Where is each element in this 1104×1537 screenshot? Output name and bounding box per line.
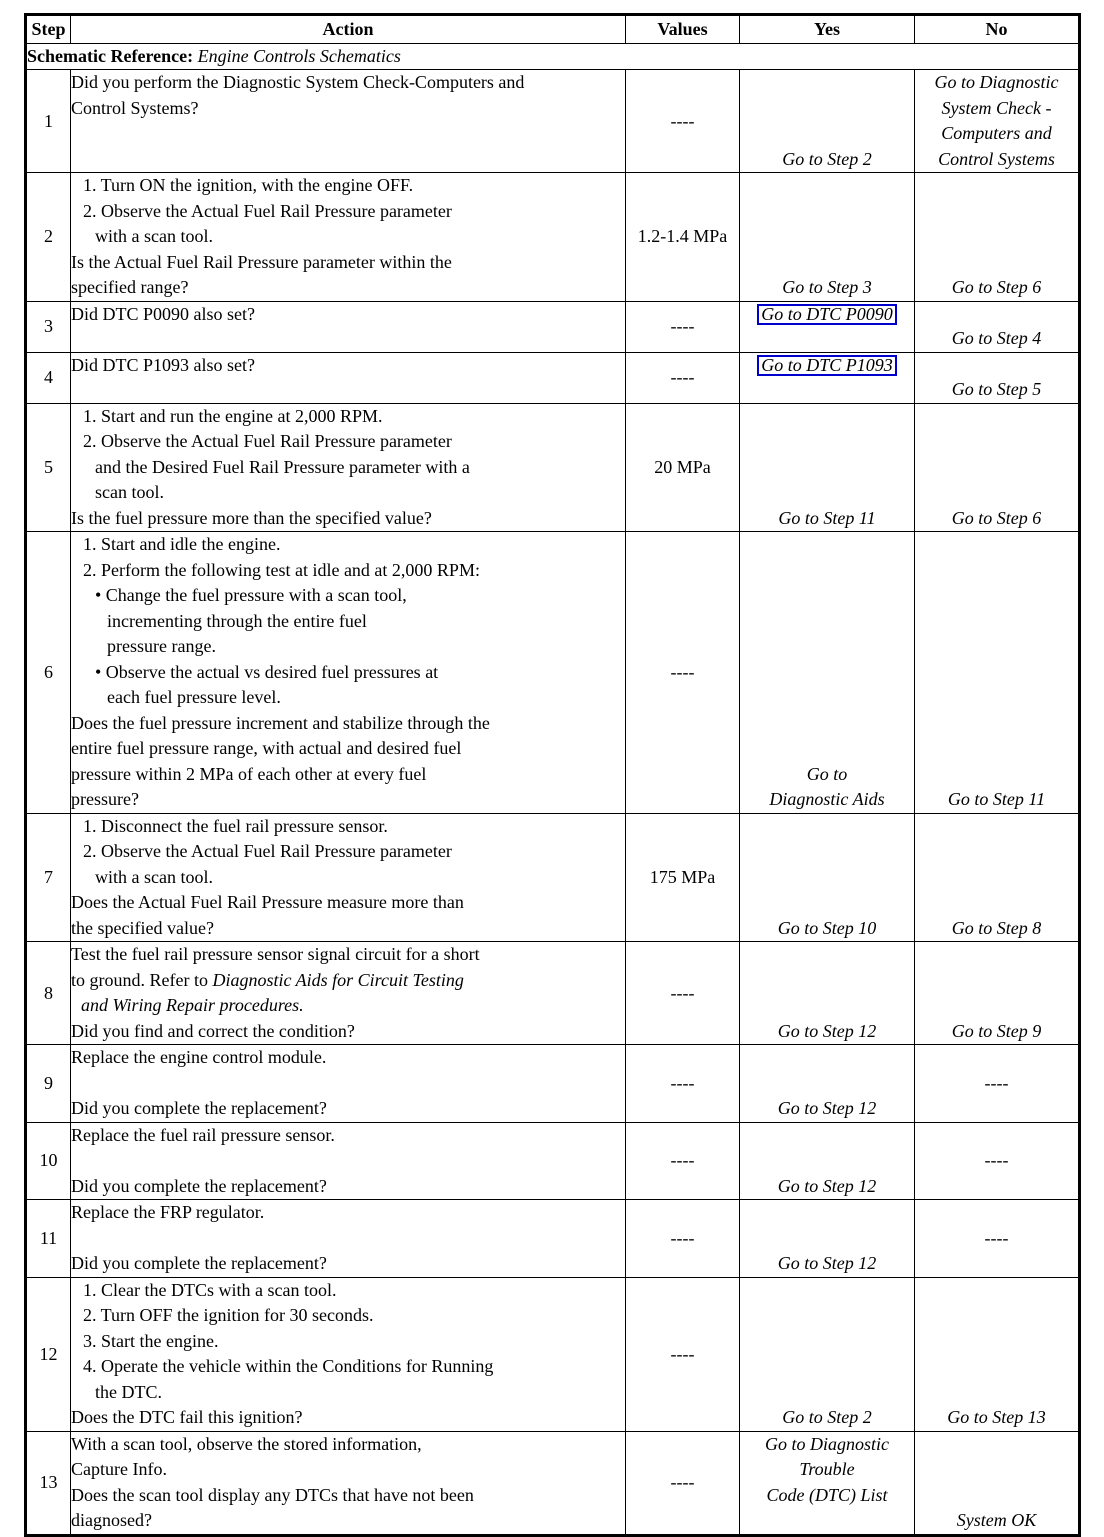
action-line: Does the fuel pressure increment and stabilize through the (71, 712, 490, 733)
yes-cell[interactable]: Go to Step 10 (740, 813, 915, 942)
table-row (26, 1431, 1080, 1535)
action-line: the specified value? (71, 917, 214, 938)
yes-line: Go to (806, 763, 848, 784)
table-row (26, 942, 1080, 1045)
step-number: 2 (26, 173, 71, 302)
table-row (26, 70, 1080, 173)
yes-line: Diagnostic Aids (769, 789, 885, 809)
table-row (26, 352, 1080, 403)
yes-cell[interactable]: Go to Step 12 (740, 942, 915, 1045)
action-line: 1. Clear the DTCs with a scan tool. (83, 1279, 337, 1300)
values-cell: ---- (626, 1045, 740, 1123)
refer-text: to ground. Refer to (71, 969, 208, 990)
no-cell[interactable]: Go to Step 11 (915, 532, 1080, 814)
values-cell: ---- (626, 352, 740, 403)
action-cell (71, 532, 626, 814)
values-cell: ---- (626, 1200, 740, 1278)
action-line: Replace the FRP regulator. (71, 1202, 265, 1222)
header-action: Action (71, 15, 626, 44)
action-line: incrementing through the entire fuel (107, 610, 367, 631)
action-line: Does the DTC fail this ignition? (71, 1407, 303, 1427)
action-line: Test the fuel rail pressure sensor signal circuit for a short (71, 944, 480, 964)
action-line: Does the scan tool display any DTCs that have not been (71, 1484, 474, 1505)
yes-cell[interactable]: Go to Step 12 (740, 1200, 915, 1278)
action-cell (71, 70, 626, 173)
action-line: 1. Disconnect the fuel rail pressure sensor. (83, 815, 388, 836)
header-no: No (915, 15, 1080, 44)
yes-cell[interactable] (740, 532, 915, 814)
no-cell[interactable] (915, 70, 1080, 173)
table-row (26, 173, 1080, 302)
header-yes: Yes (740, 15, 915, 44)
action-cell (71, 1431, 626, 1535)
no-cell: ---- (915, 1122, 1080, 1200)
no-cell: ---- (915, 1045, 1080, 1123)
table-row (26, 1045, 1080, 1123)
action-line: pressure? (71, 789, 139, 809)
action-cell (71, 1277, 626, 1431)
values-cell: ---- (626, 301, 740, 352)
action-line: scan tool. (95, 482, 164, 502)
header-row (26, 15, 1080, 44)
yes-line: Trouble (799, 1459, 855, 1479)
action-line: pressure range. (107, 636, 216, 656)
action-line: the DTC. (95, 1381, 162, 1402)
yes-cell[interactable]: Go to Step 3 (740, 173, 915, 302)
yes-line: Code (DTC) List (766, 1484, 888, 1505)
no-cell[interactable]: Go to Step 5 (915, 352, 1080, 403)
action-line: Did DTC P0090 also set? (71, 303, 255, 324)
step-number: 3 (26, 301, 71, 352)
no-line: Go to Diagnostic (934, 72, 1059, 92)
action-line: 4. Operate the vehicle within the Conditions for Running (83, 1356, 494, 1376)
action-line: With a scan tool, observe the stored information, (71, 1433, 422, 1454)
no-cell[interactable]: Go to Step 6 (915, 173, 1080, 302)
action-cell (71, 942, 626, 1045)
header-values: Values (626, 15, 740, 44)
values-cell: 1.2-1.4 MPa (626, 173, 740, 302)
action-line: 2. Turn OFF the ignition for 30 seconds. (83, 1305, 374, 1325)
no-cell: ---- (915, 1200, 1080, 1278)
yes-cell[interactable]: Go to Step 12 (740, 1122, 915, 1200)
step-number: 6 (26, 532, 71, 814)
no-cell[interactable]: Go to Step 4 (915, 301, 1080, 352)
action-line: Does the Actual Fuel Rail Pressure measure more than (71, 892, 464, 912)
action-line: Replace the fuel rail pressure sensor. (71, 1124, 335, 1145)
step-number: 10 (26, 1122, 71, 1200)
step-number: 13 (26, 1431, 71, 1535)
action-line: Did DTC P1093 also set? (71, 354, 255, 375)
no-line: Computers and (941, 123, 1052, 143)
action-line: Is the fuel pressure more than the specified value? (71, 507, 432, 528)
yes-cell[interactable]: Go to Step 2 (740, 70, 915, 173)
values-cell: ---- (626, 532, 740, 814)
no-cell[interactable]: System OK (915, 1431, 1080, 1535)
step-number: 7 (26, 813, 71, 942)
schematic-reference (26, 44, 1080, 70)
wiring-repair-link[interactable]: and Wiring Repair procedures. (81, 995, 304, 1015)
values-cell: 175 MPa (626, 813, 740, 942)
table-row (26, 532, 1080, 814)
action-line: Replace the engine control module. (71, 1047, 327, 1067)
values-cell: ---- (626, 1431, 740, 1535)
action-line: 1. Turn ON the ignition, with the engine OFF. (83, 175, 414, 195)
schematic-label: Schematic Reference: (27, 46, 194, 66)
action-line: Is the Actual Fuel Rail Pressure parameter within the (71, 251, 452, 272)
step-number: 8 (26, 942, 71, 1045)
action-line: 2. Observe the Actual Fuel Rail Pressure parameter (83, 200, 452, 221)
step-number: 1 (26, 70, 71, 173)
action-line: 2. Perform the following test at idle and at 2,000 RPM: (83, 559, 480, 580)
action-line: specified range? (71, 277, 189, 297)
action-line: 2. Observe the Actual Fuel Rail Pressure parameter (83, 841, 452, 861)
bullet-line: • Change the fuel pressure with a scan tool, (95, 585, 407, 605)
action-cell (71, 1045, 626, 1123)
action-line: with a scan tool. (95, 866, 213, 887)
yes-cell (740, 352, 915, 403)
action-cell (71, 813, 626, 942)
action-line: Did you find and correct the condition? (71, 1020, 355, 1041)
bullet-line: • Observe the actual vs desired fuel pressures at (95, 661, 439, 682)
values-cell: ---- (626, 1122, 740, 1200)
action-line: entire fuel pressure range, with actual and desired fuel (71, 738, 462, 758)
table-row (26, 1122, 1080, 1200)
step-number: 5 (26, 403, 71, 532)
action-line: 1. Start and run the engine at 2,000 RPM. (83, 405, 383, 426)
action-line: each fuel pressure level. (107, 687, 281, 707)
action-line: pressure within 2 MPa of each other at every fuel (71, 763, 427, 784)
table-row (26, 301, 1080, 352)
values-cell: ---- (626, 942, 740, 1045)
yes-cell[interactable]: Go to Step 12 (740, 1045, 915, 1123)
table-row (26, 403, 1080, 532)
table-row (26, 1200, 1080, 1278)
action-line: Control Systems? (71, 97, 199, 118)
action-cell (71, 301, 626, 352)
action-line: and the Desired Fuel Rail Pressure parameter with a (95, 456, 470, 477)
step-number: 12 (26, 1277, 71, 1431)
action-cell (71, 1122, 626, 1200)
step-number: 9 (26, 1045, 71, 1123)
dtc-p1093-link[interactable]: Go to DTC P1093 (757, 355, 897, 376)
values-cell: ---- (626, 70, 740, 173)
table-row (26, 813, 1080, 942)
action-line: 3. Start the engine. (83, 1330, 219, 1351)
yes-cell[interactable]: Go to Step 2 (740, 1277, 915, 1431)
action-line: 2. Observe the Actual Fuel Rail Pressure parameter (83, 431, 452, 451)
action-line: with a scan tool. (95, 226, 213, 246)
yes-line: Go to Diagnostic (765, 1433, 889, 1454)
header-step: Step (26, 15, 71, 44)
dtc-p0090-link[interactable]: Go to DTC P0090 (757, 304, 897, 325)
table-row (26, 1277, 1080, 1431)
action-line: Did you complete the replacement? (71, 1098, 327, 1118)
no-cell[interactable]: Go to Step 6 (915, 403, 1080, 532)
diagnostic-table (24, 13, 1081, 1537)
no-cell[interactable]: Go to Step 8 (915, 813, 1080, 942)
no-line: System Check - (941, 97, 1052, 118)
action-line: diagnosed? (71, 1510, 152, 1530)
action-cell (71, 352, 626, 403)
action-line: Did you complete the replacement? (71, 1175, 327, 1196)
yes-cell (740, 301, 915, 352)
values-cell: ---- (626, 1277, 740, 1431)
action-line: Did you complete the replacement? (71, 1253, 327, 1273)
no-cell[interactable]: Go to Step 13 (915, 1277, 1080, 1431)
action-cell (71, 1200, 626, 1278)
schematic-row (26, 44, 1080, 70)
diagnostic-aids-link[interactable]: Diagnostic Aids for Circuit Testing (212, 969, 464, 990)
values-cell: 20 MPa (626, 403, 740, 532)
no-line: Control Systems (938, 148, 1055, 169)
step-number: 11 (26, 1200, 71, 1278)
action-cell (71, 173, 626, 302)
schematic-link[interactable]: Engine Controls Schematics (197, 46, 401, 66)
action-line (71, 968, 625, 994)
yes-cell[interactable] (740, 1431, 915, 1535)
action-line: Did you perform the Diagnostic System Check-Computers and (71, 72, 525, 92)
yes-cell[interactable]: Go to Step 11 (740, 403, 915, 532)
no-cell[interactable]: Go to Step 9 (915, 942, 1080, 1045)
action-line: 1. Start and idle the engine. (83, 534, 281, 554)
action-cell (71, 403, 626, 532)
action-line: Capture Info. (71, 1459, 167, 1479)
step-number: 4 (26, 352, 71, 403)
